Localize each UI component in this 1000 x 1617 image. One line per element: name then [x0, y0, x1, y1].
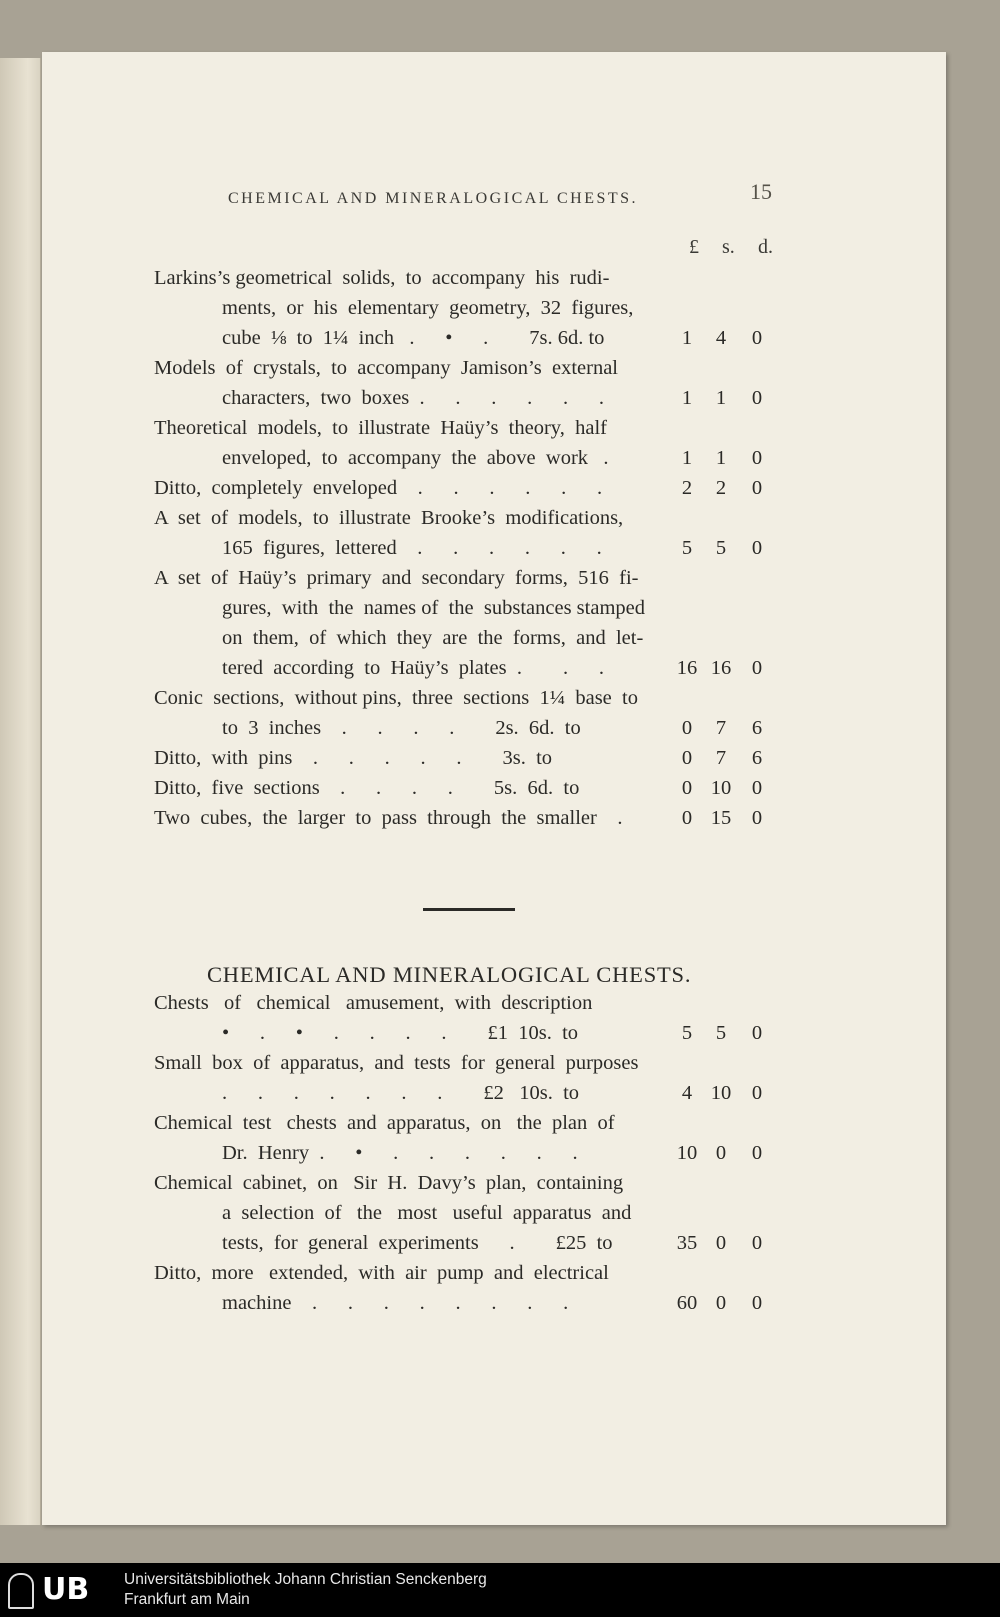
library-logo: UB — [8, 1571, 112, 1611]
section2-entry-line: Chemical test chests and apparatus, on the plan of — [154, 1112, 615, 1134]
section2-entry-line: Dr. Henry . • . . . . . . — [222, 1142, 578, 1164]
price-pounds: 4 — [681, 1082, 693, 1104]
section-title: CHEMICAL AND MINERALOGICAL CHESTS. — [207, 962, 692, 987]
price-pence: 0 — [751, 1082, 763, 1104]
pence-column-header: d. — [758, 236, 773, 258]
section2-entry-line: Ditto, more extended, with air pump and electrical — [154, 1262, 609, 1284]
price-pounds: 5 — [681, 537, 693, 559]
price-shillings: 16 — [710, 657, 732, 679]
price-shillings: 4 — [715, 327, 727, 349]
price-pounds: 0 — [681, 747, 693, 769]
section1-entry-line: Theoretical models, to illustrate Haüy’s theory, half — [154, 417, 607, 439]
price-shillings: 0 — [715, 1292, 727, 1314]
price-shillings: 10 — [710, 777, 732, 799]
book-page — [42, 52, 946, 1525]
price-pounds: 2 — [681, 477, 693, 499]
section2-entry-line: machine . . . . . . . . — [222, 1292, 569, 1314]
section1-entry-line: Ditto, with pins . . . . . 3s. to — [154, 747, 553, 769]
price-pence: 6 — [751, 747, 763, 769]
price-pence: 0 — [751, 1232, 763, 1254]
price-shillings: 7 — [715, 717, 727, 739]
price-pence: 0 — [751, 657, 763, 679]
section2-entry-line: . . . . . . . £2 10s. to — [222, 1082, 580, 1104]
pounds-column-header: £ — [689, 236, 699, 258]
section1-entry-line: Two cubes, the larger to pass through the smaller . — [154, 807, 623, 829]
price-shillings: 7 — [715, 747, 727, 769]
price-pence: 0 — [751, 387, 763, 409]
section1-entry-line: A set of Haüy’s primary and secondary forms, 516 fi- — [154, 567, 639, 589]
section1-entry-line: 165 figures, lettered . . . . . . — [222, 537, 602, 559]
section1-entry-line: to 3 inches . . . . 2s. 6d. to — [222, 717, 581, 739]
price-pounds: 60 — [676, 1292, 698, 1314]
price-pence: 0 — [751, 1292, 763, 1314]
price-pounds: 0 — [681, 777, 693, 799]
price-shillings: 1 — [715, 447, 727, 469]
page-number: 15 — [750, 179, 772, 204]
price-pounds: 1 — [681, 447, 693, 469]
price-pounds: 1 — [681, 387, 693, 409]
section1-entry-line: Larkins’s geometrical solids, to accompany his rudi- — [154, 267, 610, 289]
price-pounds: 0 — [681, 717, 693, 739]
price-shillings: 0 — [715, 1232, 727, 1254]
price-pence: 0 — [751, 537, 763, 559]
section2-entry-line: Chests of chemical amusement, with description — [154, 992, 593, 1014]
section1-entry-line: Ditto, completely enveloped . . . . . . — [154, 477, 603, 499]
section1-entry-line: Ditto, five sections . . . . 5s. 6d. to — [154, 777, 580, 799]
section2-entry-line: a selection of the most useful apparatus and — [222, 1202, 632, 1224]
price-shillings: 15 — [710, 807, 732, 829]
section1-entry-line: characters, two boxes . . . . . . — [222, 387, 605, 409]
price-pounds: 1 — [681, 327, 693, 349]
section1-entry-line: ments, or his elementary geometry, 32 figures, — [222, 297, 634, 319]
price-pence: 0 — [751, 1022, 763, 1044]
section2-entry-line: • . • . . . . £1 10s. to — [222, 1022, 579, 1044]
price-pounds: 16 — [676, 657, 698, 679]
price-pounds: 0 — [681, 807, 693, 829]
library-name-line1: Universitätsbibliothek Johann Christian Senckenberg — [124, 1571, 487, 1588]
price-pence: 0 — [751, 1142, 763, 1164]
price-shillings: 10 — [710, 1082, 732, 1104]
price-pence: 0 — [751, 807, 763, 829]
section2-entry-line: Small box of apparatus, and tests for general purposes — [154, 1052, 639, 1074]
price-shillings: 5 — [715, 537, 727, 559]
library-footer-bar — [0, 1563, 1000, 1617]
section1-entry-line: cube ⅛ to 1¼ inch . • . 7s. 6d. to — [222, 327, 605, 349]
price-pounds: 10 — [676, 1142, 698, 1164]
section2-entry-line: Chemical cabinet, on Sir H. Davy’s plan, containing — [154, 1172, 624, 1194]
price-pence: 6 — [751, 717, 763, 739]
price-pence: 0 — [751, 447, 763, 469]
price-pence: 0 — [751, 327, 763, 349]
price-pounds: 35 — [676, 1232, 698, 1254]
section1-entry-line: enveloped, to accompany the above work . — [222, 447, 609, 469]
price-shillings: 2 — [715, 477, 727, 499]
price-pence: 0 — [751, 477, 763, 499]
section1-entry-line: A set of models, to illustrate Brooke’s modifications, — [154, 507, 624, 529]
price-shillings: 0 — [715, 1142, 727, 1164]
price-shillings: 5 — [715, 1022, 727, 1044]
book-spine-edge — [0, 58, 41, 1525]
shillings-column-header: s. — [722, 236, 735, 258]
section1-entry-line: gures, with the names of the substances stamped — [222, 597, 646, 619]
section1-entry-line: Models of crystals, to accompany Jamison’s external — [154, 357, 618, 379]
price-shillings: 1 — [715, 387, 727, 409]
price-pounds: 5 — [681, 1022, 693, 1044]
section1-entry-line: tered according to Haüy’s plates . . . — [222, 657, 605, 679]
running-title: CHEMICAL AND MINERALOGICAL CHESTS. — [228, 190, 639, 207]
section1-entry-line: Conic sections, without pins, three sections 1¼ base to — [154, 687, 638, 709]
library-name — [124, 1570, 487, 1610]
price-pence: 0 — [751, 777, 763, 799]
section1-entry-line: on them, of which they are the forms, and let- — [222, 627, 644, 649]
bust-icon — [8, 1573, 34, 1609]
section-divider — [423, 908, 515, 911]
section2-entry-line: tests, for general experiments . £25 to — [222, 1232, 613, 1254]
library-name-line2: Frankfurt am Main — [124, 1591, 250, 1608]
